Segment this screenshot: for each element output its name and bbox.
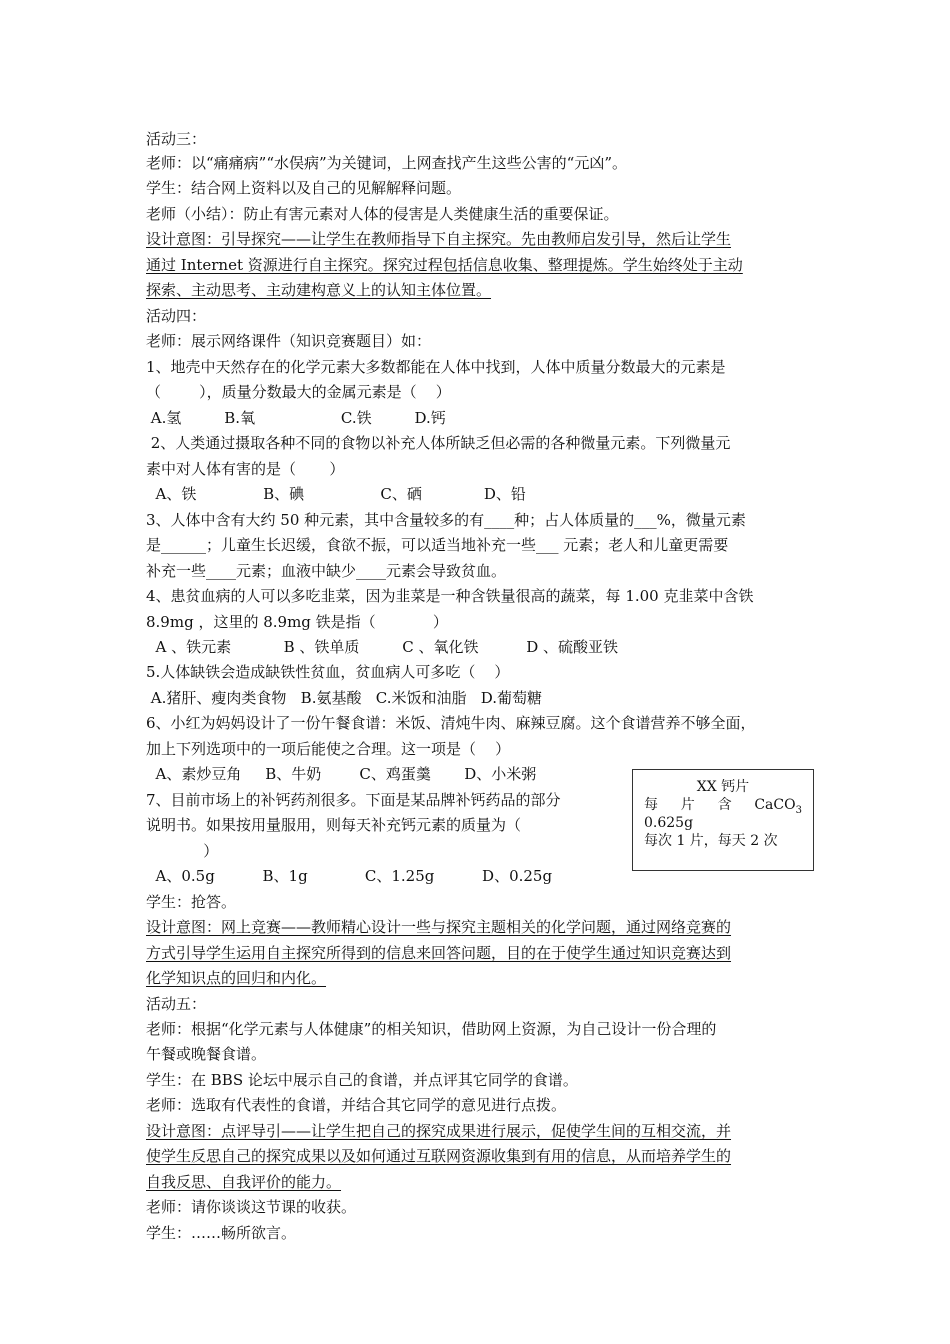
text-line: 7、目前市场上的补钙药剂很多。下面是某品牌补钙药品的部分 [146,791,561,809]
activity-heading: 活动四： [146,307,207,325]
design-intent-line: 自我反思、自我评价的能力。 [146,1173,342,1191]
text-line: 5.人体缺铁会造成缺铁性贫血，贫血病人可多吃（ ） [146,663,510,681]
design-intent-line: 方式引导学生运用自主探究所得到的信息来回答问题，目的在于使学生通过知识竞赛达到 [146,944,732,962]
label-word: 含 [717,797,732,813]
text-line: 8.9mg ，这里的 8.9mg 铁是指（ ） [146,613,448,631]
text-line: 学生：……畅所欲言。 [146,1224,297,1242]
activity-heading: 活动五： [146,995,207,1013]
text-line: 老师：展示网络课件（知识竞赛题目）如： [146,332,432,350]
text-line: A 、铁元素 B 、铁单质 C 、氧化铁 D 、硫酸亚铁 [146,638,619,656]
calcium-tablet-label-box [632,769,814,871]
text-line: 老师：根据“化学元素与人体健康”的相关知识，借助网上资源，为自己设计一份合理的 [146,1020,717,1038]
text-line: A.猪肝、瘦肉类食物 B.氨基酸 C.米饭和油脂 D.葡萄糖 [146,689,543,707]
label-amount: 0.625g [644,815,694,831]
text-line: 2、人类通过摄取各种不同的食物以补充人体所缺乏但必需的各种微量元素。下列微量元 [146,434,731,452]
activity-heading: 活动三： [146,130,207,148]
text-line: 加上下列选项中的一项后能使之合理。这一项是（ ） [146,740,511,758]
text-line: 老师：以“痛痛病”“水俣病”为关键词，上网查找产生这些公害的“元凶”。 [146,154,628,172]
text-line: ） [146,842,219,860]
design-intent-line: 通过 Internet 资源进行自主探究。探究过程包括信息收集、整理提炼。学生始终处于主动 [146,256,743,274]
text-line: A.氢 B.氧 C.铁 D.钙 [146,409,446,427]
text-line: 1、地壳中天然存在的化学元素大多数都能在人体中找到，人体中质量分数最大的元素是 [146,358,726,376]
design-intent-line: 探索、主动思考、主动建构意义上的认知主体位置。 [146,281,492,299]
text-line: A、0.5g B、1g C、1.25g D、0.25g [146,867,553,885]
text-line: 补充一些____元素；血液中缺少____元素会导致贫血。 [146,562,507,580]
design-intent-line: 使学生反思自己的探究成果以及如何通过互联网资源收集到有用的信息，从而培养学生的 [146,1147,732,1165]
text-line: 素中对人体有害的是（ ） [146,460,345,478]
text-line: 老师：选取有代表性的食谱，并结合其它同学的意见进行点拨。 [146,1096,567,1114]
text-line: 是______；儿童生长迟缓，食欲不振，可以适当地补充一些___ 元素；老人和儿童更需要 [146,536,729,554]
label-word: 片 [680,797,695,813]
text-line: 学生：结合网上资料以及自己的见解解释问题。 [146,179,462,197]
label-formula: CaCO$_3$ [754,797,802,816]
design-intent-line: 设计意图：网上竞赛——教师精心设计一些与探究主题相关的化学问题，通过网络竞赛的 [146,918,732,936]
text-line: 午餐或晚餐食谱。 [146,1045,267,1063]
text-line: 6、小红为妈妈设计了一份午餐食谱：米饭、清炖牛肉、麻辣豆腐。这个食谱营养不够全面， [146,714,756,732]
text-line: A、素炒豆角 B、牛奶 C、鸡蛋羹 D、小米粥 [146,765,537,783]
text-line: A、铁 B、碘 C、硒 D、铅 [146,485,526,503]
design-intent-line: 设计意图：引导探究——让学生在教师指导下自主探究。先由教师启发引导，然后让学生 [146,230,732,248]
label-title: XX 钙片 [696,779,750,795]
text-line: 学生：抢答。 [146,893,237,911]
label-dosage: 每次 1 片，每天 2 次 [644,833,778,849]
text-line: 说明书。如果按用量服用，则每天补充钙元素的质量为（ [146,816,522,834]
design-intent-line: 设计意图：点评导引——让学生把自己的探究成果进行展示，促使学生间的互相交流，并 [146,1122,732,1140]
text-line: 3、人体中含有大约 50 种元素，其中含量较多的有____种；占人体质量的___%，微量元素 [146,511,746,529]
design-intent-line: 化学知识点的回归和内化。 [146,969,327,987]
text-line: 学生：在 BBS 论坛中展示自己的食谱，并点评其它同学的食谱。 [146,1071,578,1089]
text-line: 4、患贫血病的人可以多吃韭菜，因为韭菜是一种含铁量很高的蔬菜，每 1.00 克韭菜中含铁 [146,587,754,605]
text-line: 老师（小结）：防止有害元素对人体的侵害是人类健康生活的重要保证。 [146,205,619,223]
text-line: （ ），质量分数最大的金属元素是（ ） [146,383,451,401]
label-word: 每 [644,797,658,813]
text-line: 老师：请你谈谈这节课的收获。 [146,1198,357,1216]
